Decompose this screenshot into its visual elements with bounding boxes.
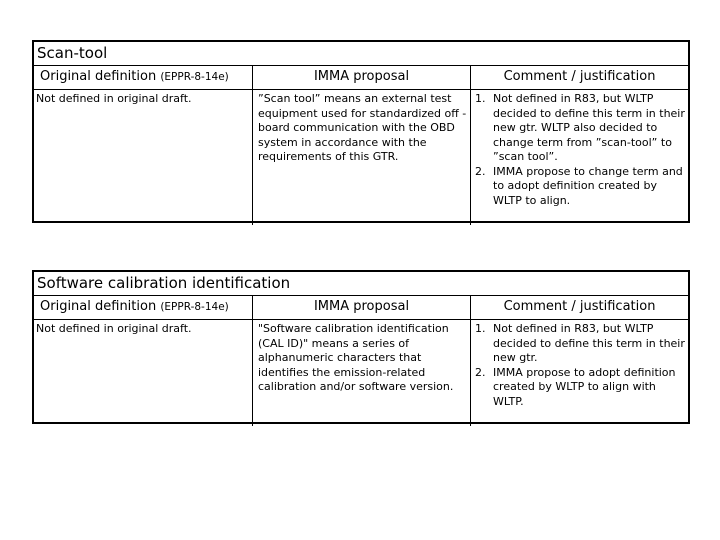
header-comment-justification: Comment / justification	[503, 69, 656, 84]
table-title: Scan-tool	[34, 42, 688, 66]
comment-cell	[471, 320, 688, 426]
comment-text: Not defined in R83, but WLTP decided to define this term in their new gtr. WLTP also decided to change term from ”scan-tool” to ”scan tool”.	[493, 92, 685, 163]
header-imma-proposal: IMMA proposal	[253, 66, 471, 89]
header-comment-justification: Comment / justification	[503, 299, 656, 314]
comment-number: 1.	[475, 92, 486, 105]
imma-proposal-cell: ”Scan tool” means an external test equipment used for standardized off -board communication with the OBD system in accordance with the requirements of this GTR.	[253, 90, 471, 225]
imma-proposal-cell: "Software calibration identification (CAL ID)" means a series of alphanumeric characters that identifies the emission-related calibration and/or software version.	[253, 320, 471, 426]
software-calibration-table	[32, 270, 690, 424]
header-original-ref: (EPPR-8-14e)	[160, 71, 229, 83]
table-row	[34, 320, 688, 426]
header-original-ref: (EPPR-8-14e)	[160, 301, 229, 313]
header-original-label: Original definition	[40, 299, 161, 314]
comment-text: IMMA propose to change term and to adopt definition created by WLTP to align.	[493, 164, 683, 207]
original-definition-cell: Not defined in original draft.	[34, 320, 253, 426]
header-imma-proposal: IMMA proposal	[253, 296, 471, 319]
header-original-definition	[34, 296, 253, 319]
comment-item	[475, 92, 685, 165]
table-header-row	[34, 66, 688, 90]
comment-cell	[471, 90, 688, 225]
comment-text: Not defined in R83, but WLTP decided to define this term in their new gtr.	[493, 322, 685, 364]
comment-text: IMMA propose to adopt definition created by WLTP to align with WLTP.	[493, 365, 676, 408]
comment-number: 1.	[475, 322, 486, 335]
original-definition-cell: Not defined in original draft.	[34, 90, 253, 225]
scan-tool-table	[32, 40, 690, 223]
comment-item	[475, 165, 685, 209]
table-header-row	[34, 296, 688, 320]
comment-number: 2.	[475, 164, 486, 178]
comment-item	[475, 322, 685, 366]
comment-item	[475, 366, 685, 410]
table-row	[34, 90, 688, 225]
table-title: Software calibration identification	[34, 272, 688, 296]
header-original-definition	[34, 66, 253, 89]
header-original-label: Original definition	[40, 69, 161, 84]
comment-number: 2.	[475, 365, 486, 379]
